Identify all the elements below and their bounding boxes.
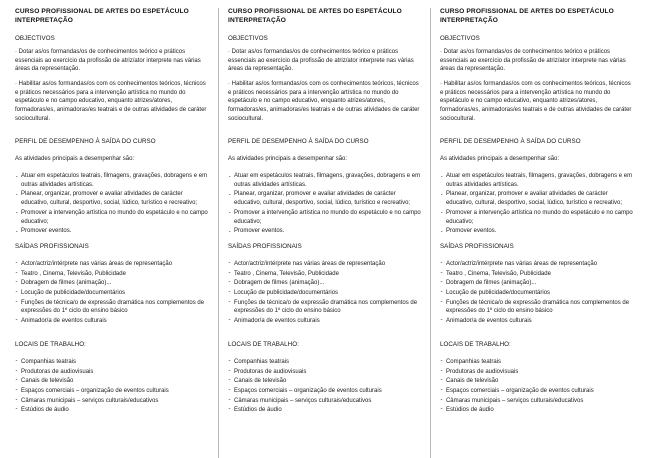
list-item: - Câmaras municipais – serviços culturais/educativos	[440, 397, 633, 406]
careers-section	[15, 243, 209, 326]
profile-lead: As atividades principais a desempenhar são:	[15, 156, 135, 163]
list-item: - Produtoras de audiovisuais	[440, 368, 633, 377]
objectives-section	[440, 35, 633, 124]
profile-section	[440, 138, 633, 236]
objectives-paragraph-2: · Habilitar as/os formandas/os com os conhecimentos teóricos, técnicos e práticos necessários para a intervenção artística no mundo do espetáculo e no campo educativo, enquanto atrizes/atores, formadoras/es, animadoras/es teatrais e de outras atividades de caráter sociocultural.	[15, 80, 207, 122]
page-title: CURSO PROFISSIONAL DE ARTES DO ESPETÁCULO INTERPRETAÇÃO	[439, 8, 614, 24]
workplaces-heading: LOCAIS DE TRABALHO:	[15, 340, 86, 348]
list-item: · Promover a intervenção artística no mundo do espetáculo e no campo educativo;	[228, 209, 421, 226]
spacer	[228, 333, 421, 341]
list-item: · Planear, organizar, promover e avaliar atividades de carácter educativo, cultural, desportivo, social, lúdico, turístico e recreativo;	[440, 190, 633, 207]
spacer	[15, 333, 209, 341]
profile-lead: As atividades principais a desempenhar são:	[227, 156, 348, 163]
spacer	[228, 130, 421, 138]
list-item: - Animador/a de eventos culturais	[440, 317, 633, 326]
list-item: - Dobragem de filmes (animação)...	[15, 279, 209, 288]
list-item: - Espaços comerciais – organização de eventos culturais	[440, 387, 633, 396]
list-item: - Teatro , Cinema, Televisão, Publicidade	[440, 270, 633, 279]
list-item: - Locução de publicidade/documentários	[15, 289, 209, 298]
list-item: · Promover eventos.	[228, 227, 421, 236]
objectives-paragraph-2: · Habilitar as/os formandas/os com os conhecimentos teóricos, técnicos e práticos necessários para a intervenção artística no mundo do espetáculo e no campo educativo, enquanto atrizes/atores, formadoras/es, animadoras/es teatrais e de outras atividades de caráter sociocultural.	[439, 80, 632, 122]
list-item: - Animador/a de eventos culturais	[15, 317, 209, 326]
list-item: · Promover a intervenção artística no mundo do espetáculo e no campo educativo;	[440, 209, 633, 226]
objectives-heading: OBJECTIVOS	[439, 34, 480, 42]
list-item: - Actor/actriz/intérprete nas várias áreas de representação	[228, 260, 421, 269]
list-item: - Câmaras municipais – serviços culturais/educativos	[15, 397, 209, 406]
profile-lead: As atividades principais a desempenhar são:	[439, 156, 560, 163]
list-item: - Locução de publicidade/documentários	[440, 289, 633, 298]
workplaces-list	[228, 358, 421, 415]
profile-list	[228, 172, 421, 236]
careers-section	[440, 243, 633, 326]
list-item: · Promover eventos.	[15, 227, 209, 236]
list-item: - Canais de televisão	[15, 377, 209, 386]
workplaces-section	[440, 341, 633, 415]
document-column-3	[430, 8, 642, 458]
page-title: CURSO PROFISSIONAL DE ARTES DO ESPETÁCULO INTERPRETAÇÃO	[15, 8, 189, 24]
workplaces-list	[440, 358, 633, 415]
list-item: - Actor/actriz/intérprete nas várias áreas de representação	[440, 260, 633, 269]
workplaces-heading: LOCAIS DE TRABALHO:	[227, 340, 299, 348]
list-item: - Estúdios de áudio	[228, 406, 421, 415]
objectives-paragraph-1: · Dotar as/os formandas/os de conhecimentos teórico e práticos essenciais ao exercício da profissão de atriz/ator interprete nas várias áreas da representação.	[15, 48, 201, 73]
careers-list	[440, 260, 633, 326]
list-item: - Dobragem de filmes (animação)...	[228, 279, 421, 288]
page-title: CURSO PROFISSIONAL DE ARTES DO ESPETÁCULO INTERPRETAÇÃO	[227, 8, 402, 24]
document-column-2	[218, 8, 430, 458]
objectives-section	[228, 35, 421, 124]
list-item: - Companhias teatrais	[15, 358, 209, 367]
objectives-paragraph-2: · Habilitar as/os formandas/os com os conhecimentos teóricos, técnicos e práticos necessários para a intervenção artística no mundo do espetáculo e no campo educativo, enquanto atrizes/atores, formadoras/es, animadoras/es teatrais e de outras atividades de caráter sociocultural.	[227, 80, 420, 122]
objectives-paragraph-1: · Dotar as/os formandas/os de conhecimentos teórico e práticos essenciais ao exercício da profissão de atriz/ator interprete nas várias áreas da representação.	[439, 48, 626, 73]
list-item: - Companhias teatrais	[228, 358, 421, 367]
list-item: - Espaços comerciais – organização de eventos culturais	[228, 387, 421, 396]
list-item: - Produtoras de audiovisuais	[15, 368, 209, 377]
list-item: - Dobragem de filmes (animação)...	[440, 279, 633, 288]
list-item: · Atuar em espetáculos teatrais, filmagens, gravações, dobragens e em outras atividades artísticas.	[440, 172, 633, 189]
careers-list	[15, 260, 209, 326]
list-item: - Câmaras municipais – serviços culturais/educativos	[228, 397, 421, 406]
list-item: - Funções de técnica/o de expressão dramática nos complementos de expressões do 1º ciclo do ensino básico	[440, 299, 633, 316]
list-item: · Atuar em espetáculos teatrais, filmagens, gravações, dobragens e em outras atividades artísticas.	[228, 172, 421, 189]
list-item: - Funções de técnica/o de expressão dramática nos complementos de expressões do 1º ciclo do ensino básico	[15, 299, 209, 316]
list-item: · Promover a intervenção artística no mundo do espetáculo e no campo educativo;	[15, 209, 209, 226]
careers-section	[228, 243, 421, 326]
workplaces-section	[228, 341, 421, 415]
list-item: - Estúdios de áudio	[15, 406, 209, 415]
objectives-heading: OBJECTIVOS	[15, 34, 55, 42]
list-item: - Locução de publicidade/documentários	[228, 289, 421, 298]
profile-list	[15, 172, 209, 236]
spacer	[440, 130, 633, 138]
list-item: - Funções de técnica/o de expressão dramática nos complementos de expressões do 1º ciclo do ensino básico	[228, 299, 421, 316]
list-item: - Teatro , Cinema, Televisão, Publicidade	[228, 270, 421, 279]
list-item: · Atuar em espetáculos teatrais, filmagens, gravações, dobragens e em outras atividades artísticas.	[15, 172, 209, 189]
list-item: · Planear, organizar, promover e avaliar atividades de carácter educativo, cultural, desportivo, social, lúdico, turístico e recreativo;	[15, 190, 209, 207]
spacer	[15, 130, 209, 138]
profile-heading: PERFIL DE DESEMPENHO À SAÍDA DO CURSO	[227, 138, 369, 146]
list-item: · Promover eventos.	[440, 227, 633, 236]
careers-heading: SAÍDAS PROFISSIONAIS	[15, 242, 89, 250]
careers-list	[228, 260, 421, 326]
list-item: - Actor/actriz/intérprete nas várias áreas de representação	[15, 260, 209, 269]
list-item: - Produtoras de audiovisuais	[228, 368, 421, 377]
list-item: - Canais de televisão	[440, 377, 633, 386]
workplaces-list	[15, 358, 209, 415]
list-item: · Planear, organizar, promover e avaliar atividades de carácter educativo, cultural, desportivo, social, lúdico, turístico e recreativo;	[228, 190, 421, 207]
profile-section	[228, 138, 421, 236]
document-column-1	[6, 8, 218, 458]
careers-heading: SAÍDAS PROFISSIONAIS	[439, 242, 514, 250]
list-item: - Estúdios de áudio	[440, 406, 633, 415]
profile-section	[15, 138, 209, 236]
profile-heading: PERFIL DE DESEMPENHO À SAÍDA DO CURSO	[15, 138, 156, 146]
objectives-heading: OBJECTIVOS	[227, 34, 268, 42]
profile-list	[440, 172, 633, 236]
list-item: - Espaços comerciais – organização de eventos culturais	[15, 387, 209, 396]
workplaces-section	[15, 341, 209, 415]
careers-heading: SAÍDAS PROFISSIONAIS	[227, 242, 302, 250]
objectives-paragraph-1: · Dotar as/os formandas/os de conhecimentos teórico e práticos essenciais ao exercício da profissão de atriz/ator interprete nas várias áreas da representação.	[227, 48, 414, 73]
workplaces-heading: LOCAIS DE TRABALHO:	[439, 340, 511, 348]
list-item: - Canais de televisão	[228, 377, 421, 386]
list-item: - Teatro , Cinema, Televisão, Publicidade	[15, 270, 209, 279]
spacer	[440, 333, 633, 341]
list-item: - Animador/a de eventos culturais	[228, 317, 421, 326]
objectives-section	[15, 35, 209, 124]
list-item: - Companhias teatrais	[440, 358, 633, 367]
profile-heading: PERFIL DE DESEMPENHO À SAÍDA DO CURSO	[439, 138, 581, 146]
